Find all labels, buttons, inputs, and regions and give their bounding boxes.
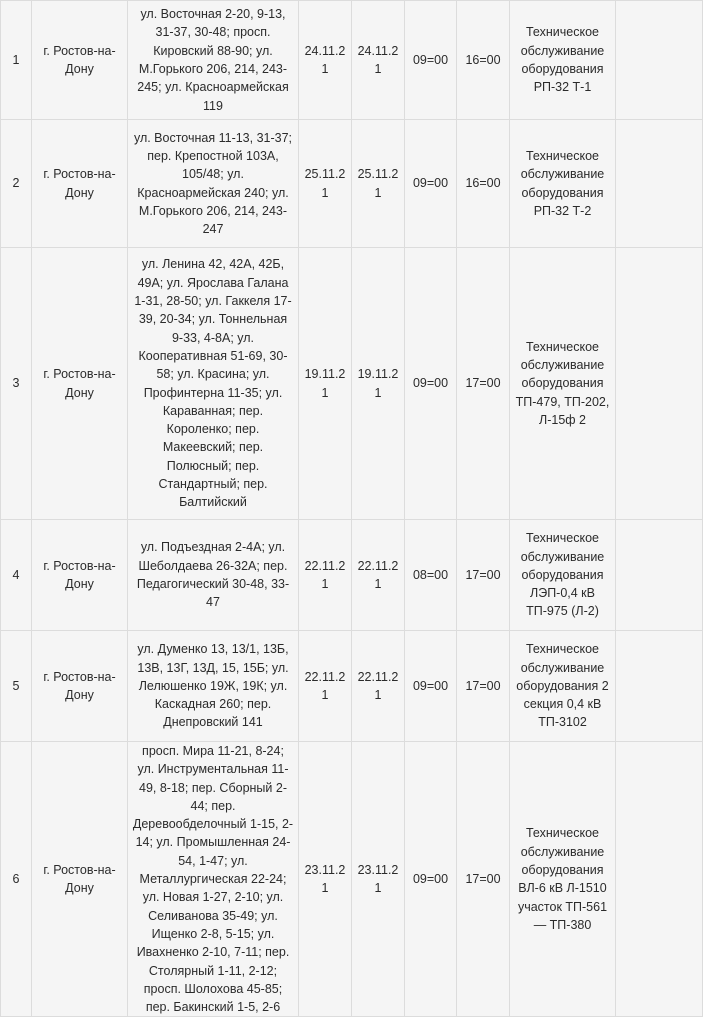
end-time-cell: 17=00 (457, 248, 510, 520)
row-number: 4 (1, 520, 32, 631)
address-cell: ул. Восточная 11-13, 31-37; пер. Крепостной 103А, 105/48; ул. Красноармейская 240; ул. М.Горького 206, 214, 243-247 (128, 120, 299, 248)
start-date-cell: 22.11.21 (299, 631, 352, 742)
address-cell: ул. Восточная 2-20, 9-13, 31-37, 30-48; просп. Кировский 88-90; ул. М.Горького 206, 214, 243-245; ул. Красноармейская 119 (128, 1, 299, 120)
city-cell: г. Ростов-на-Дону (32, 742, 128, 1017)
row-number: 5 (1, 631, 32, 742)
table-row (1, 742, 703, 1017)
work-description-cell: Техническое обслуживание оборудования ТП-479, ТП-202, Л-15ф 2 (510, 248, 616, 520)
table-row (1, 120, 703, 248)
start-date-cell: 23.11.21 (299, 742, 352, 1017)
start-time-cell: 09=00 (405, 631, 457, 742)
start-time-cell: 09=00 (405, 120, 457, 248)
end-time-cell: 17=00 (457, 742, 510, 1017)
table-row (1, 1, 703, 120)
start-time-cell: 09=00 (405, 742, 457, 1017)
row-number: 6 (1, 742, 32, 1017)
work-description-cell: Техническое обслуживание оборудования ВЛ-6 кВ Л-1510 участок ТП-561 — ТП-380 (510, 742, 616, 1017)
city-cell: г. Ростов-на-Дону (32, 1, 128, 120)
row-number: 2 (1, 120, 32, 248)
row-number: 1 (1, 1, 32, 120)
empty-cell (616, 742, 703, 1017)
end-time-cell: 17=00 (457, 520, 510, 631)
city-cell: г. Ростов-на-Дону (32, 120, 128, 248)
empty-cell (616, 248, 703, 520)
end-date-cell: 23.11.21 (352, 742, 405, 1017)
empty-cell (616, 120, 703, 248)
end-date-cell: 24.11.21 (352, 1, 405, 120)
table-row (1, 248, 703, 520)
work-description-cell: Техническое обслуживание оборудования ЛЭП-0,4 кВ ТП-975 (Л-2) (510, 520, 616, 631)
empty-cell (616, 1, 703, 120)
start-date-cell: 22.11.21 (299, 520, 352, 631)
end-date-cell: 22.11.21 (352, 520, 405, 631)
end-date-cell: 22.11.21 (352, 631, 405, 742)
end-date-cell: 25.11.21 (352, 120, 405, 248)
work-description-cell: Техническое обслуживание оборудования 2 секция 0,4 кВ ТП-3102 (510, 631, 616, 742)
empty-cell (616, 520, 703, 631)
city-cell: г. Ростов-на-Дону (32, 520, 128, 631)
address-cell: ул. Думенко 13, 13/1, 13Б, 13В, 13Г, 13Д, 15, 15Б; ул. Лелюшенко 19Ж, 19К; ул. Каскадная 260; пер. Днепровский 141 (128, 631, 299, 742)
end-time-cell: 16=00 (457, 1, 510, 120)
start-time-cell: 09=00 (405, 248, 457, 520)
empty-cell (616, 631, 703, 742)
city-cell: г. Ростов-на-Дону (32, 248, 128, 520)
start-time-cell: 09=00 (405, 1, 457, 120)
city-cell: г. Ростов-на-Дону (32, 631, 128, 742)
end-time-cell: 16=00 (457, 120, 510, 248)
work-description-cell: Техническое обслуживание оборудования РП-32 Т-2 (510, 120, 616, 248)
start-time-cell: 08=00 (405, 520, 457, 631)
start-date-cell: 19.11.21 (299, 248, 352, 520)
start-date-cell: 24.11.21 (299, 1, 352, 120)
start-date-cell: 25.11.21 (299, 120, 352, 248)
address-cell: просп. Мира 11-21, 8-24; ул. Инструментальная 11-49, 8-18; пер. Сборный 2-44; пер. Деревообделочный 1-15, 2-14; ул. Промышленная 24-54, 1-47; ул. Металлургическая 22-24; ул. Новая 1-27, 2-10; ул. Селиванова 35-49; ул. Ищенко 2-8, 5-15; ул. Ивахненко 2-10, 7-11; пер. Столярный 1-11, 2-12; просп. Шолохова 45-85; пер. Бакинский 1-5, 2-6 (128, 742, 299, 1017)
address-cell: ул. Ленина 42, 42А, 42Б, 49А; ул. Ярослава Галана 1-31, 28-50; ул. Гаккеля 17-39, 20-34; ул. Тоннельная 9-33, 4-8А; ул. Кооперативная 51-69, 30-58; ул. Красина; ул. Профинтерна 11-35; ул. Караванная; пер. Короленко; пер. Макеевский; пер. Полюсный; пер. Стандартный; пер. Балтийский (128, 248, 299, 520)
work-description-cell: Техническое обслуживание оборудования РП-32 Т-1 (510, 1, 616, 120)
table-row (1, 631, 703, 742)
table-row (1, 520, 703, 631)
address-cell: ул. Подъездная 2-4А; ул. Шеболдаева 26-32А; пер. Педагогический 30-48, 33-47 (128, 520, 299, 631)
row-number: 3 (1, 248, 32, 520)
end-date-cell: 19.11.21 (352, 248, 405, 520)
end-time-cell: 17=00 (457, 631, 510, 742)
